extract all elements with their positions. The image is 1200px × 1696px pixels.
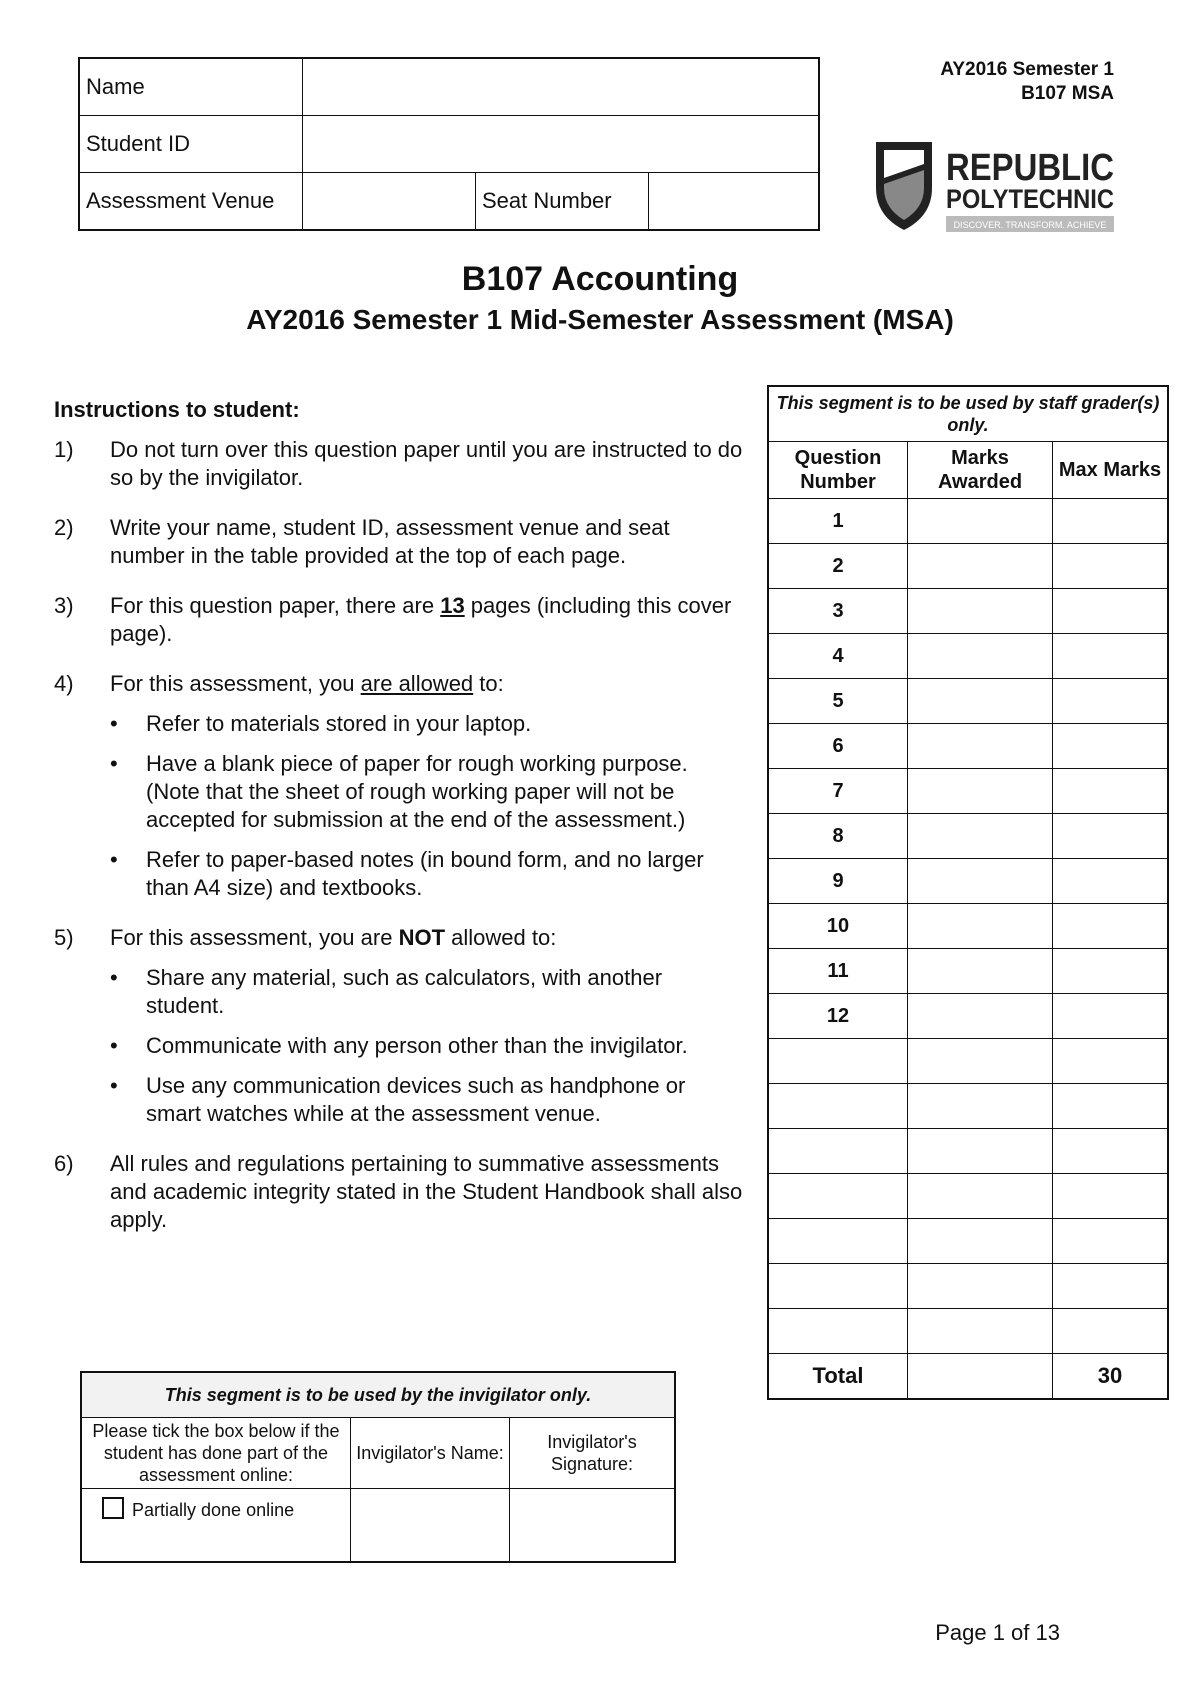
marks-awarded-cell[interactable] (908, 679, 1053, 724)
grader-row (768, 1084, 1168, 1129)
partially-online-cell (81, 1489, 351, 1563)
marks-awarded-cell[interactable] (908, 1039, 1053, 1084)
question-number (768, 1219, 908, 1264)
grader-row (768, 859, 1168, 904)
max-marks-cell[interactable] (1053, 1264, 1169, 1309)
name-field[interactable] (303, 58, 820, 116)
question-number: 8 (768, 814, 908, 859)
instructions-heading: Instructions to student: (54, 397, 300, 422)
page-title: B107 Accounting (461, 260, 739, 298)
question-number: 11 (768, 949, 908, 994)
seat-field[interactable] (649, 173, 820, 231)
question-number: 1 (768, 499, 908, 544)
question-number (768, 1129, 908, 1174)
grader-row (768, 1174, 1168, 1219)
max-marks-cell[interactable] (1053, 1309, 1169, 1354)
page-count: 13 (440, 593, 465, 618)
invigilator-name-label: Invigilator's Name: (351, 1418, 510, 1489)
instruction-item: 1) Do not turn over this question paper until you are instructed to do so by the invigilator. (54, 437, 743, 490)
question-number (768, 1309, 908, 1354)
name-label: Name (79, 58, 303, 116)
republic-polytechnic-logo (874, 138, 1116, 234)
total-max-marks: 30 (1053, 1354, 1169, 1400)
marks-awarded-cell[interactable] (908, 589, 1053, 634)
max-marks-cell[interactable] (1053, 679, 1169, 724)
marks-awarded-cell[interactable] (908, 994, 1053, 1039)
marks-awarded-cell[interactable] (908, 634, 1053, 679)
marks-awarded-cell[interactable] (908, 1264, 1053, 1309)
marks-awarded-cell[interactable] (908, 724, 1053, 769)
max-marks-cell[interactable] (1053, 1174, 1169, 1219)
marks-awarded-cell[interactable] (908, 499, 1053, 544)
marks-awarded-cell[interactable] (908, 859, 1053, 904)
col-marks-awarded: Marks Awarded (908, 442, 1053, 499)
question-number: 9 (768, 859, 908, 904)
grader-row (768, 679, 1168, 724)
invigilator-signature-field[interactable] (510, 1489, 676, 1563)
marks-awarded-cell[interactable] (908, 814, 1053, 859)
bullet-item: • Have a blank piece of paper for rough working purpose. (Note that the sheet of rough working paper will not be accepted for submission at the end of the assessment.) (110, 751, 688, 832)
instructions-section (54, 396, 744, 1256)
partially-online-checkbox[interactable] (102, 1497, 124, 1519)
grader-row (768, 634, 1168, 679)
max-marks-cell[interactable] (1053, 724, 1169, 769)
logo-line1: REPUBLIC (946, 147, 1114, 189)
grader-row (768, 724, 1168, 769)
marks-awarded-cell[interactable] (908, 1084, 1053, 1129)
header-meta (940, 58, 1114, 106)
question-number: 6 (768, 724, 908, 769)
venue-label: Assessment Venue (79, 173, 303, 231)
max-marks-cell[interactable] (1053, 859, 1169, 904)
grader-row (768, 589, 1168, 634)
max-marks-cell[interactable] (1053, 814, 1169, 859)
max-marks-cell[interactable] (1053, 769, 1169, 814)
grader-row (768, 1129, 1168, 1174)
max-marks-cell[interactable] (1053, 1219, 1169, 1264)
module-code-text: B107 MSA (1021, 83, 1114, 104)
marks-awarded-cell[interactable] (908, 1219, 1053, 1264)
max-marks-cell[interactable] (1053, 904, 1169, 949)
instruction-item: 6) All rules and regulations pertaining to summative assessments and academic integrity stated in the Student Handbook shall also apply. (54, 1151, 743, 1232)
marks-awarded-cell[interactable] (908, 904, 1053, 949)
max-marks-cell[interactable] (1053, 589, 1169, 634)
grader-row (768, 1264, 1168, 1309)
logo-line2: POLYTECHNIC (946, 184, 1114, 214)
instruction-item: 5) For this assessment, you are NOT allowed to: • Share any material, such as calculators, with another student. • Communicate with any person other than the invigilator. • Use any communication devices such as handphone or smart watches while at the assessment venue. (54, 924, 744, 1128)
marks-awarded-cell[interactable] (908, 544, 1053, 589)
grader-row (768, 1309, 1168, 1354)
question-number (768, 1264, 908, 1309)
grader-row (768, 949, 1168, 994)
marks-awarded-cell[interactable] (908, 949, 1053, 994)
max-marks-cell[interactable] (1053, 634, 1169, 679)
total-label: Total (768, 1354, 908, 1400)
max-marks-cell[interactable] (1053, 499, 1169, 544)
question-number: 5 (768, 679, 908, 724)
grader-table (767, 385, 1169, 1400)
max-marks-cell[interactable] (1053, 994, 1169, 1039)
question-number: 3 (768, 589, 908, 634)
tick-instruction: Please tick the box below if the student has done part of the assessment online: (81, 1418, 351, 1489)
invigilator-table (80, 1371, 676, 1563)
marks-awarded-cell[interactable] (908, 1129, 1053, 1174)
invigilator-name-field[interactable] (351, 1489, 510, 1563)
page-subtitle: AY2016 Semester 1 Mid-Semester Assessment (MSA) (246, 304, 954, 335)
invigilator-signature-label: Invigilator's Signature: (510, 1418, 676, 1489)
seat-label: Seat Number (476, 173, 649, 231)
student-id-field[interactable] (303, 116, 820, 173)
col-question-number: Question Number (768, 442, 908, 499)
marks-awarded-cell[interactable] (908, 769, 1053, 814)
question-number (768, 1174, 908, 1219)
bullet-item: • Communicate with any person other than the invigilator. (110, 1033, 688, 1058)
student-id-label: Student ID (79, 116, 303, 173)
grader-row (768, 1219, 1168, 1264)
instruction-item: 4) For this assessment, you are allowed to: • Refer to materials stored in your laptop. • Have a blank piece of paper for rough working purpose. (Note that the sheet of rough working paper will not be accepted for submission at the end of the assessment.) • Refer to paper-based notes (in bound form, and no larger than A4 size) and textbooks. (54, 670, 744, 902)
question-number: 4 (768, 634, 908, 679)
bullet-item: • Share any material, such as calculators, with another student. (110, 965, 663, 1018)
question-number: 12 (768, 994, 908, 1039)
invigilator-segment-note: This segment is to be used by the invigilator only. (81, 1372, 675, 1418)
bullet-item: • Refer to materials stored in your laptop. (110, 711, 532, 736)
term-text: AY2016 Semester 1 (940, 59, 1114, 80)
marks-awarded-cell[interactable] (908, 1174, 1053, 1219)
question-number (768, 1084, 908, 1129)
grader-row (768, 904, 1168, 949)
instruction-item: 3) For this question paper, there are 13 pages (including this cover page). (54, 593, 732, 646)
question-number (768, 1039, 908, 1084)
max-marks-cell[interactable] (1053, 1084, 1169, 1129)
student-info-table (78, 57, 820, 231)
marks-awarded-cell[interactable] (908, 1309, 1053, 1354)
grader-row (768, 814, 1168, 859)
max-marks-cell[interactable] (1053, 1039, 1169, 1084)
bullet-item: • Refer to paper-based notes (in bound form, and no larger than A4 size) and textbooks. (110, 847, 704, 900)
max-marks-cell[interactable] (1053, 1129, 1169, 1174)
logo-tagline: DISCOVER. TRANSFORM. ACHIEVE (953, 220, 1107, 230)
question-number: 2 (768, 544, 908, 589)
grader-row (768, 499, 1168, 544)
grader-row (768, 769, 1168, 814)
grader-row (768, 1039, 1168, 1084)
checkbox-label: Partially done online (132, 1500, 295, 1520)
max-marks-cell[interactable] (1053, 544, 1169, 589)
bullet-item: • Use any communication devices such as handphone or smart watches while at the assessment venue. (110, 1073, 686, 1126)
col-max-marks: Max Marks (1053, 442, 1169, 499)
total-awarded-cell[interactable] (908, 1354, 1053, 1400)
grader-row (768, 994, 1168, 1039)
question-number: 10 (768, 904, 908, 949)
venue-field[interactable] (303, 173, 476, 231)
page-number: Page 1 of 13 (935, 1620, 1060, 1645)
grader-segment-note: This segment is to be used by staff grader(s) only. (768, 386, 1168, 442)
instruction-item: 2) Write your name, student ID, assessment venue and seat number in the table provided at the top of each page. (54, 515, 670, 568)
grader-row (768, 544, 1168, 589)
question-number: 7 (768, 769, 908, 814)
max-marks-cell[interactable] (1053, 949, 1169, 994)
